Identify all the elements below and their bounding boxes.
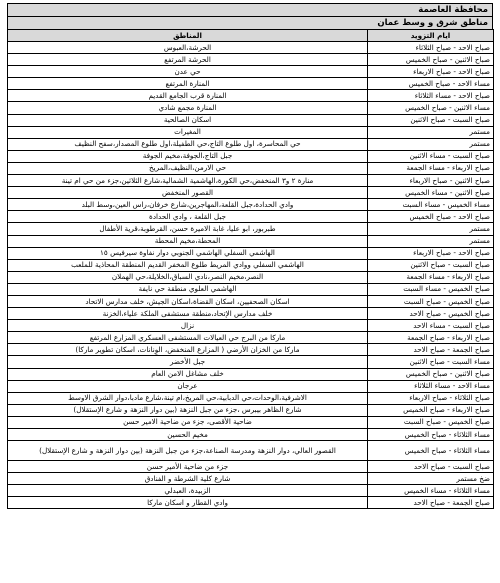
area-cell: حي عدن	[8, 66, 368, 78]
area-cell: الاشرفية،الوحدات،حي الدبابية،حي المريخ،ام تينة،شارع مادبا،دوار الشرق الاوسط	[8, 392, 368, 404]
table-row	[8, 368, 494, 380]
table-row	[8, 138, 494, 150]
schedule-body	[8, 42, 494, 509]
supply-days-cell: صباح الثلاثاء - صباح الاربعاء	[368, 392, 494, 404]
area-cell: الهاشمي السفلي ووادي المريط طلوع المخفر القديم المنطقة المحاذية للملعب	[8, 259, 368, 271]
supply-days-cell: صباح الخميس - صباح السبت	[368, 416, 494, 428]
supply-days-cell: صباح السبت - مساء الاحد	[368, 320, 494, 332]
table-row	[8, 416, 494, 428]
supply-days-cell: مساء الثلاثاء - مساء الخميس	[368, 485, 494, 497]
area-cell: طبربور، ابو عليا، غابة الاميرة حسن، القرطوبة،قرية الأطفال	[8, 223, 368, 235]
area-cell: جبل الأخضر	[8, 356, 368, 368]
supply-days-cell: مساء الاحد - مساء الثلاثاء	[368, 380, 494, 392]
supply-days-cell: صباح الاربعاء - صباح الخميس	[368, 404, 494, 416]
area-cell: المحطة،مخيم المحطة	[8, 235, 368, 247]
table-row	[8, 223, 494, 235]
table-row	[8, 332, 494, 344]
area-cell: النصر،مخيم النصر،نادي السباق،الخلايلة،حي الهملان	[8, 271, 368, 283]
area-cell: جزء من ضاحية الأمير حسن	[8, 461, 368, 473]
area-cell: عرجان	[8, 380, 368, 392]
table-row	[8, 392, 494, 404]
supply-days-cell: صباح الجمعة - صباح الاحد	[368, 344, 494, 356]
table-row	[8, 102, 494, 114]
table-row	[8, 66, 494, 78]
area-cell: ماركا من الخزان الأرضي ( المزارع المنخفض، الوِنانات، اسكان تطوير ماركا)	[8, 344, 368, 356]
area-cell: وادي الحدادة،جبل القلعة،المهاجرين،شارع خرفان،راس العين،وسط البلد	[8, 199, 368, 211]
area-cell: اسكان الصحفيين، اسكان القضاة،اسكان الجيش، خلف مدارس الاتحاد	[8, 295, 368, 307]
supply-days-cell: مستمر	[368, 138, 494, 150]
table-row	[8, 90, 494, 102]
table-row	[8, 78, 494, 90]
supply-days-cell: مساء الاحد - صباح الخميس	[368, 78, 494, 90]
table-row	[8, 380, 494, 392]
supply-days-cell: صباح الخميس - صباح الاحد	[368, 308, 494, 320]
supply-days-cell: مستمر	[368, 126, 494, 138]
area-cell: حي الارمن،النظيف،المريخ	[8, 162, 368, 174]
table-row	[8, 441, 494, 461]
table-row	[8, 259, 494, 271]
area-cell: الحرشة المرتفع	[8, 54, 368, 66]
supply-days-cell: صباح الاحد - مساء الثلاثاء	[368, 90, 494, 102]
governorate-title: محافظة العاصمة	[7, 3, 493, 16]
schedule-document	[7, 3, 493, 509]
supply-days-cell: مساء الثلاثاء - صباح الخميس	[368, 441, 494, 461]
table-row	[8, 235, 494, 247]
table-row	[8, 150, 494, 162]
table-row	[8, 283, 494, 295]
supply-days-cell: صباح الاحد - صباح الاربعاء	[368, 247, 494, 259]
table-row	[8, 429, 494, 441]
supply-days-cell: مستمر	[368, 223, 494, 235]
area-cell: الهاشمي العلوي منطقة حي نايفة	[8, 283, 368, 295]
table-row	[8, 461, 494, 473]
supply-days-cell: مستمر	[368, 235, 494, 247]
area-cell: الهاشمي السفلي الهاشمي الجنوبي دوار نفاوة سيرفيس ١٥	[8, 247, 368, 259]
area-cell: الحرشة،العبوس	[8, 42, 368, 54]
area-cell: جبل القلعة ، وادي الحدادة	[8, 211, 368, 223]
table-row	[8, 42, 494, 54]
table-row	[8, 211, 494, 223]
supply-days-cell: صباح السبت - صباح الاثنين	[368, 114, 494, 126]
supply-days-cell: صباح الاثنين - صباح الخميس	[368, 368, 494, 380]
supply-days-cell: صباح السبت - صباح الاثنين	[368, 259, 494, 271]
supply-days-cell: صباح الاربعاء - صباح الجمعة	[368, 332, 494, 344]
table-row	[8, 473, 494, 485]
area-cell: خلف مدارس الإتحاد،منطقة مستشفى الملكة علياء،الخزنة	[8, 308, 368, 320]
table-row	[8, 295, 494, 307]
area-cell: القصور المنخفض	[8, 187, 368, 199]
area-cell: وادي القطار و اسكان ماركا	[8, 497, 368, 509]
supply-days-cell: صباح الاربعاء - مساء الجمعة	[368, 162, 494, 174]
table-row	[8, 126, 494, 138]
supply-days-cell: مساء الخميس - مساء السبت	[368, 199, 494, 211]
supply-days-cell: صباح الاثنين - صباح الخميس	[368, 54, 494, 66]
table-row	[8, 271, 494, 283]
schedule-table	[7, 29, 494, 509]
supply-days-cell: صباح الاحد - صباح الاربعاء	[368, 66, 494, 78]
region-subtitle: مناطق شرق و وسط عمان	[7, 16, 493, 29]
area-cell: اسكان الصالحية	[8, 114, 368, 126]
table-row	[8, 404, 494, 416]
supply-days-cell: صباح الاحد - صباح الخميس	[368, 211, 494, 223]
table-row	[8, 485, 494, 497]
supply-days-cell: مساء السبت - صباح الاثنين	[368, 356, 494, 368]
area-cell: الزبيدة، العبدلي	[8, 485, 368, 497]
table-row	[8, 320, 494, 332]
days-header: ايام التزويد	[368, 30, 494, 42]
supply-days-cell: صباح السبت - مساء الاثنين	[368, 150, 494, 162]
table-row	[8, 497, 494, 509]
area-cell: شارع الظاهر بيبرس ،جزء من جبل النزهة (بين دوار النزهة و شارع الإستقلال)	[8, 404, 368, 416]
table-row	[8, 199, 494, 211]
supply-days-cell: صباح الاحد - صباح الثلاثاء	[368, 42, 494, 54]
supply-days-cell: ضخ مستمر	[368, 473, 494, 485]
area-cell: حي المحاسرة، اول طلوع التاج،حي الطفيلة،اول طلوع المصدار،سفح النظيف	[8, 138, 368, 150]
area-header: المناطق	[8, 30, 368, 42]
supply-days-cell: مساء الثلاثاء - صباح الخميس	[368, 429, 494, 441]
area-cell: ضاحية الأقصى، جزء من ضاحية الامير حسن	[8, 416, 368, 428]
supply-days-cell: صباح الخميس - صباح السبت	[368, 295, 494, 307]
area-cell: المنارة قرب الجامع القديم	[8, 90, 368, 102]
area-cell: المنارة مجمع شادي	[8, 102, 368, 114]
supply-days-cell: صباح الجمعة - صباح الاحد	[368, 497, 494, 509]
area-cell: ماركا من البرج حي العيالات المستشفى العسكري المزارع المرتفع	[8, 332, 368, 344]
table-row	[8, 162, 494, 174]
area-cell: نزال	[8, 320, 368, 332]
table-row	[8, 54, 494, 66]
area-cell: القصور العالي، دوار النزهة ومدرسة الصناعة،جزء من جبل النزهة (بين دوار النزهة و شارع الإستقلال)	[8, 441, 368, 461]
area-cell: مخيم الحسين	[8, 429, 368, 441]
supply-days-cell: صباح الخميس - مساء السبت	[368, 283, 494, 295]
supply-days-cell: صباح السبت - صباح الاحد	[368, 461, 494, 473]
table-row	[8, 175, 494, 187]
area-cell: جبل التاج،الجوفة،مخيم الجوفة	[8, 150, 368, 162]
header-row	[8, 30, 494, 42]
area-cell: المغيرات	[8, 126, 368, 138]
area-cell: خلف مشاغل الامن العام	[8, 368, 368, 380]
area-cell: منارة ٢ و٣ المنخفض،حي الكورة،الهاشمية الشمالية،شارع الثلاثين،جزء من حي ام تينة	[8, 175, 368, 187]
area-cell: المنارة المرتفع	[8, 78, 368, 90]
table-row	[8, 114, 494, 126]
supply-days-cell: صباح الاربعاء - مساء الجمعة	[368, 271, 494, 283]
table-row	[8, 247, 494, 259]
table-row	[8, 356, 494, 368]
table-row	[8, 187, 494, 199]
area-cell: شارع كلية الشرطة و الفنادق	[8, 473, 368, 485]
table-row	[8, 344, 494, 356]
table-row	[8, 308, 494, 320]
supply-days-cell: صباح الاثنين - صباح الاربعاء	[368, 175, 494, 187]
supply-days-cell: مساء الاثنين - صباح الخميس	[368, 102, 494, 114]
supply-days-cell: صباح الاثنين - مساء الخميس	[368, 187, 494, 199]
